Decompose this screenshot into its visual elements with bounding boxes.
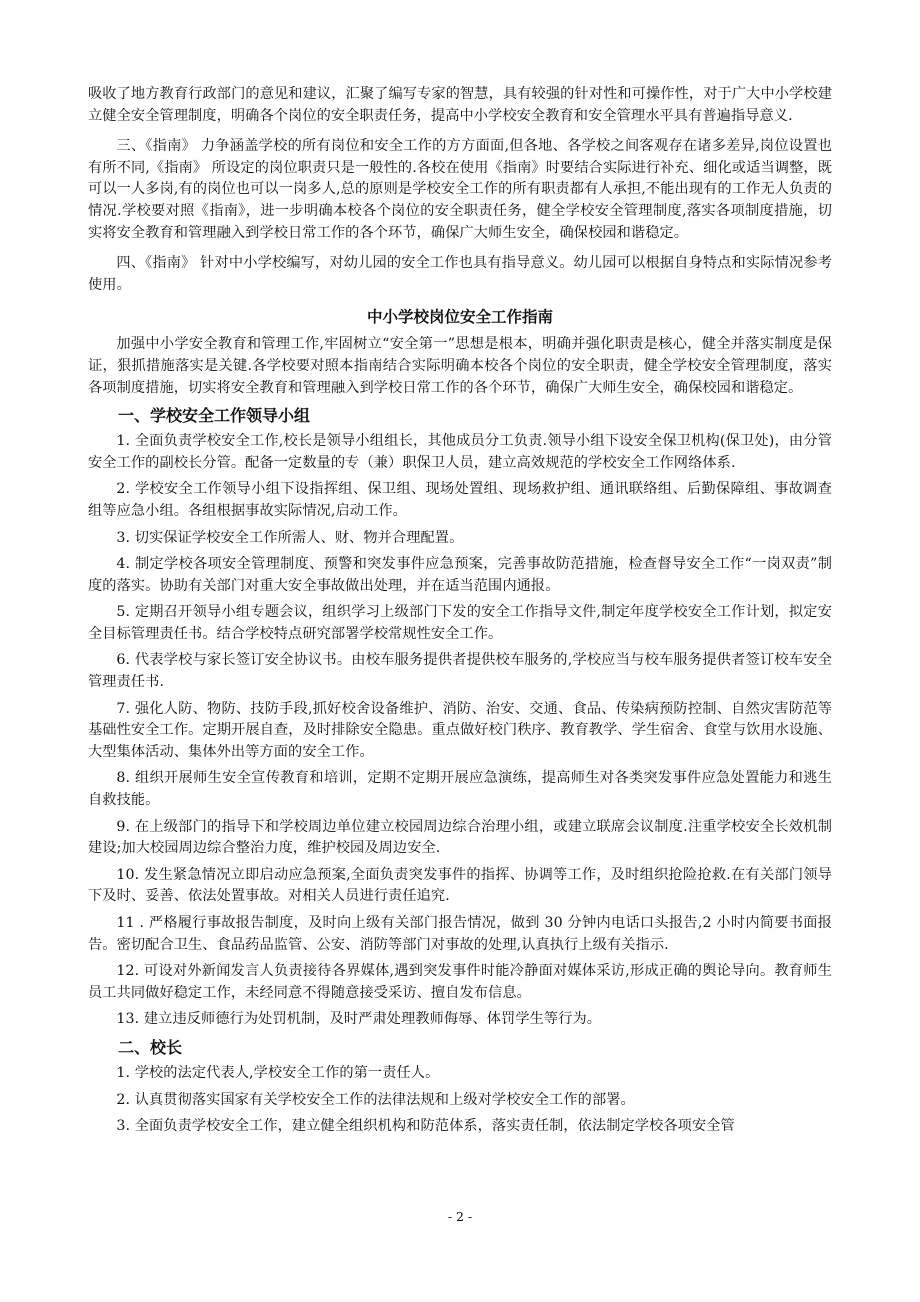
list-item: 2. 认真贯彻落实国家有关学校安全工作的法律法规和上级对学校安全工作的部署。 xyxy=(116,1091,635,1108)
list-item: 2. 学校安全工作领导小组下设指挥组、保卫组、现场处置组、现场救护组、通讯联络组、后勤保障组、事故调查组等应急小组。各组根据事故实际情况,启动工作。 xyxy=(88,481,832,519)
list-item: 3. 全面负责学校安全工作，建立健全组织机构和防范体系，落实责任制，依法制定学校各项安全管 xyxy=(116,1118,735,1135)
document-title: 中小学校岗位安全工作指南 xyxy=(366,308,553,327)
list-item: 1. 学校的法定代表人,学校安全工作的第一责任人。 xyxy=(116,1064,440,1081)
list-item: 5. 定期召开领导小组专题会议，组织学习上级部门下发的安全工作指导文件,制定年度学校安全工作计划，拟定安全目标管理责任书。结合学校特点研究部署学校常规性安全工作。 xyxy=(88,604,832,642)
list-item: 13. 建立违反师德行为处罚机制，及时严肃处理教师侮辱、体罚学生等行为。 xyxy=(116,1011,602,1028)
intro-paragraph: 吸收了地方教育行政部门的意见和建议，汇聚了编写专家的智慧，具有较强的针对性和可操作性，对于广大中小学校建立健全安全管理制度，明确各个岗位的安全职责任务，提高中小学校安全教育和安全管理水平具有普遍指导意义. xyxy=(88,86,832,124)
page-number: - 2 - xyxy=(447,1209,473,1224)
list-item: 6. 代表学校与家长签订安全协议书。由校车服务提供者提供校车服务的,学校应当与校车服务提供者签订校车安全管理责任书. xyxy=(88,652,832,691)
list-item: 10. 发生紧急情况立即启动应急预案,全面负责突发事件的指挥、协调等工作，及时组织抢险抢救.在有关部门领导下及时、妥善、依法处置事故。对相关人员进行责任追究. xyxy=(88,866,832,905)
intro-paragraph: 三、《指南》 力争涵盖学校的所有岗位和安全工作的方方面面,但各地、各学校之间客观存在诸多差异,岗位设置也有所不同,《指南》 所设定的岗位职责只是一般性的.各校在使用《指南》时要结合实际进行补充、细化或适当调整，既可以一人多岗,有的岗位也可以一岗多人,总的原则是学校安全工作的所有职责都有人承担,不能出现有的工作无人负责的情况.学校要对照《指南》，进一步明确本校各个岗位的安全职责任务，健全学校安全管理制度,落实各项制度措施，切实将安全教育和管理融入到学校日常工作的各个环节，确保广大师生安全，确保校园和谐稳定。 xyxy=(88,138,832,241)
list-item: 1. 全面负责学校安全工作,校长是领导小组组长，其他成员分工负责.领导小组下设安全保卫机构(保卫处)，由分管安全工作的副校长分管。配备一定数量的专（兼）职保卫人员，建立高效规范的学校安全工作网络体系. xyxy=(88,433,832,471)
list-item: 8. 组织开展师生安全宣传教育和培训，定期不定期开展应急演练，提高师生对各类突发事件应急处置能力和逃生自救技能。 xyxy=(88,770,832,809)
document-page xyxy=(88,84,832,1138)
list-item: 11 . 严格履行事故报告制度，及时向上级有关部门报告情况，做到 30 分钟内电话口头报告,2 小时内简要书面报告。密切配合卫生、食品药品监管、公安、消防等部门对事故的处理,认真执行上级有关指示. xyxy=(88,915,832,953)
list-item: 4. 制定学校各项安全管理制度、预警和突发事件应急预案，完善事故防范措施，检查督导安全工作“一岗双责”制度的落实。协助有关部门对重大安全事故做出处理，并在适当范围内通报。 xyxy=(88,556,832,594)
lead-paragraph: 加强中小学安全教育和管理工作,牢固树立“安全第一”思想是根本，明确并强化职责是核心，健全并落实制度是保证，狠抓措施落实是关键.各学校要对照本指南结合实际明确本校各个岗位的安全职责，健全学校安全管理制度，落实各项制度措施，切实将安全教育和管理融入到学校日常工作的各个环节，确保广大师生安全，确保校园和谐稳定。 xyxy=(88,336,832,396)
list-item: 7. 强化人防、物防、技防手段,抓好校舍设备维护、消防、治安、交通、食品、传染病预防控制、自然灾害防范等基础性安全工作。定期开展自查，及时排除安全隐患。重点做好校门秩序、教育教学、学生宿舍、食堂与饮用水设施、大型集体活动、集体外出等方面的安全工作。 xyxy=(88,700,832,760)
section-heading-leadership-group: 一、学校安全工作领导小组 xyxy=(118,406,311,426)
intro-paragraph: 四、《指南》 针对中小学校编写，对幼儿园的安全工作也具有指导意义。幼儿园可以根据自身特点和实际情况参考使用。 xyxy=(88,255,832,293)
list-item: 3. 切实保证学校安全工作所需人、财、物并合理配置。 xyxy=(116,529,464,546)
section-heading-principal: 二、校长 xyxy=(118,1037,183,1057)
list-item: 9. 在上级部门的指导下和学校周边单位建立校园周边综合治理小组，或建立联席会议制度.注重学校安全长效机制建设;加大校园周边综合整治力度，维护校园及周边安全. xyxy=(88,818,832,857)
list-item: 12. 可设对外新闻发言人负责接待各界媒体,遇到突发事件时能冷静面对媒体采访,形成正确的舆论导向。教育师生员工共同做好稳定工作，未经同意不得随意接受采访、擅自发布信息。 xyxy=(88,963,832,1001)
